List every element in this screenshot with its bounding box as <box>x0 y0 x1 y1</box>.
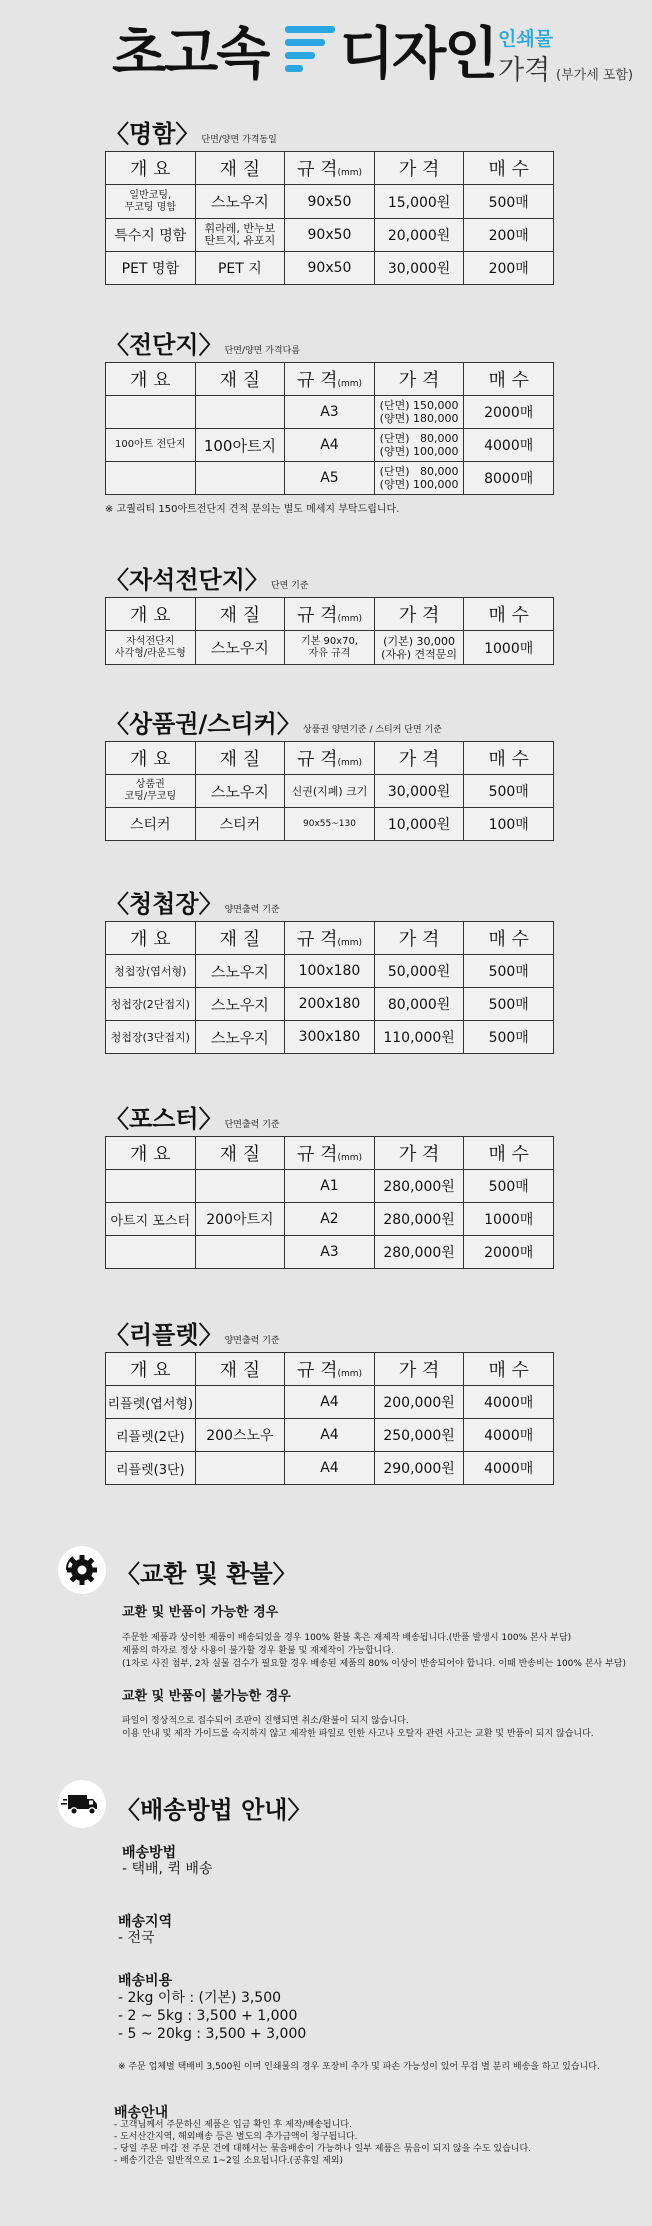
column-header: 개 요 <box>106 1353 196 1386</box>
shipping-guide-heading: 배송안내 <box>114 2105 169 2121</box>
table-row <box>106 631 554 665</box>
table-header <box>106 1353 554 1386</box>
column-header: 매 수 <box>464 1137 554 1170</box>
column-header: 개 요 <box>106 152 196 185</box>
table-cell: 휘라레, 반누보 탄트지, 유포지 <box>195 219 285 252</box>
table-cell: 200매 <box>464 252 554 285</box>
section-title-text: 전단지 <box>129 331 199 359</box>
table-cell: 200아트지 <box>195 1203 285 1236</box>
table-cell: 2000매 <box>464 1236 554 1269</box>
column-header-text: 규 격 <box>296 370 338 391</box>
table-cell: 200x180 <box>285 988 375 1021</box>
column-header: 개 요 <box>106 922 196 955</box>
table-cell: (기본) 30,000 (자유) 견적문의 <box>374 631 464 665</box>
table-cell: 110,000원 <box>374 1021 464 1054</box>
shipping-method-heading: 배송방법 <box>122 1845 177 1861</box>
price-table <box>105 1352 554 1485</box>
table-cell: 290,000원 <box>374 1452 464 1485</box>
table-header <box>106 1137 554 1170</box>
price-table <box>105 741 554 841</box>
table-cell: (단면) 150,000 (양면) 180,000 <box>374 396 464 429</box>
table-cell <box>195 1170 285 1203</box>
shipping-guide-line: - 고객님께서 주문하신 제품은 입금 확인 후 제작/배송됩니다. <box>114 2120 352 2130</box>
table-cell: 스티커 <box>106 808 196 841</box>
column-header: 재 질 <box>195 742 285 775</box>
price-table <box>105 362 554 495</box>
table-cell: 1000매 <box>464 1203 554 1236</box>
refund-possible-line: 주문한 제품과 상이한 제품이 배송되었을 경우 100% 환불 혹은 재제작 배송됩니다.(반품 발생시 100% 본사 부담) <box>122 1633 572 1643</box>
table-cell <box>195 1386 285 1419</box>
table-cell: A4 <box>285 429 375 462</box>
section-note: 단면/양면 가격다름 <box>224 346 301 356</box>
table-cell: 4000매 <box>464 429 554 462</box>
section-title: 〈명함〉 단면/양면 가격동일 <box>105 120 277 148</box>
shipping-truck-icon <box>58 1780 106 1828</box>
column-header-text: 규 격 <box>296 605 338 626</box>
table-row <box>106 1386 554 1419</box>
table-row <box>106 808 554 841</box>
section-note: 단면출력 기준 <box>224 1120 280 1130</box>
section-title-text: 포스터 <box>129 1105 199 1133</box>
table-cell <box>106 462 196 495</box>
table-header <box>106 363 554 396</box>
refund-title: 〈교환 및 환불〉 <box>116 1560 297 1588</box>
section-note: 단면/양면 가격동일 <box>201 135 277 145</box>
shipping-cost-line: - 5 ~ 20kg : 3,500 + 3,000 <box>118 2026 307 2042</box>
column-header: 매 수 <box>464 1353 554 1386</box>
column-header <box>285 922 375 955</box>
table-cell: 아트지 포스터 <box>106 1203 196 1236</box>
logo-text-2: 디자인 <box>340 22 497 87</box>
section-voucher-sticker <box>105 707 555 841</box>
table-cell: PET 지 <box>195 252 285 285</box>
table-header <box>106 922 554 955</box>
shipping-region: - 전국 <box>118 1930 155 1946</box>
column-header: 재 질 <box>195 922 285 955</box>
table-cell <box>106 396 196 429</box>
table-cell: 청첩장(3단접지) <box>106 1021 196 1054</box>
table-cell: 90x55~130 <box>285 808 375 841</box>
table-cell: 30,000원 <box>374 775 464 808</box>
table-cell: 스노우지 <box>195 631 285 665</box>
column-header <box>285 742 375 775</box>
table-cell: A1 <box>285 1170 375 1203</box>
table-cell: A4 <box>285 1419 375 1452</box>
header <box>0 0 652 100</box>
price-table <box>105 597 554 665</box>
section-business-card <box>105 117 555 285</box>
table-cell: 스노우지 <box>195 185 285 219</box>
size-unit: (mm) <box>337 168 363 178</box>
table-cell: 리플렛(엽서형) <box>106 1386 196 1419</box>
section-title: 〈자석전단지〉 단면 기준 <box>105 566 309 594</box>
table-cell: 90x50 <box>285 252 375 285</box>
table-row <box>106 1021 554 1054</box>
table-row <box>106 1170 554 1203</box>
logo-sub-vat: (부가세 포함) <box>556 68 634 83</box>
table-row <box>106 185 554 219</box>
column-header <box>285 1137 375 1170</box>
table-cell: 200매 <box>464 219 554 252</box>
table-row <box>106 252 554 285</box>
section-title: 〈전단지〉 단면/양면 가격다름 <box>105 331 301 359</box>
section-title-text: 청첩장 <box>129 890 199 918</box>
shipping-cost-heading: 배송비용 <box>118 1973 173 1989</box>
column-header: 재 질 <box>195 1353 285 1386</box>
column-header: 재 질 <box>195 598 285 631</box>
table-row <box>106 988 554 1021</box>
logo-text-1: 초고속 <box>112 22 269 87</box>
refund-impossible-heading: 교환 및 반품이 불가능한 경우 <box>122 1689 291 1704</box>
column-header: 가 격 <box>374 742 464 775</box>
table-row <box>106 396 554 429</box>
table-cell: PET 명함 <box>106 252 196 285</box>
table-cell: 100아트지 <box>195 429 285 462</box>
column-header: 매 수 <box>464 742 554 775</box>
column-header <box>285 1353 375 1386</box>
table-cell <box>106 1170 196 1203</box>
column-header: 개 요 <box>106 742 196 775</box>
section-title: 〈상품권/스티커〉 상품권 양면기준 / 스티커 단면 기준 <box>105 710 442 738</box>
table-cell <box>195 396 285 429</box>
column-header-text: 규 격 <box>296 749 338 770</box>
table-cell: 스노우지 <box>195 988 285 1021</box>
column-header: 가 격 <box>374 1353 464 1386</box>
section-magnet-leaflet <box>105 563 555 665</box>
column-header: 매 수 <box>464 152 554 185</box>
section-leaflet <box>105 328 555 515</box>
price-table <box>105 1136 554 1269</box>
table-header <box>106 598 554 631</box>
table-cell: 280,000원 <box>374 1170 464 1203</box>
column-header-text: 규 격 <box>296 159 338 180</box>
column-header: 개 요 <box>106 363 196 396</box>
table-cell: 280,000원 <box>374 1203 464 1236</box>
shipping-guide-line: - 도서산간지역, 해외배송 등은 별도의 추가금액이 청구됩니다. <box>114 2132 358 2142</box>
table-cell: 80,000원 <box>374 988 464 1021</box>
column-header: 가 격 <box>374 922 464 955</box>
table-cell <box>195 1236 285 1269</box>
section-title-text: 자석전단지 <box>129 566 245 594</box>
section-wedding-invitation <box>105 887 555 1054</box>
column-header: 매 수 <box>464 363 554 396</box>
table-header <box>106 152 554 185</box>
table-cell: 2000매 <box>464 396 554 429</box>
table-cell: 50,000원 <box>374 955 464 988</box>
table-row <box>106 775 554 808</box>
table-cell <box>195 1452 285 1485</box>
column-header <box>285 598 375 631</box>
column-header: 가 격 <box>374 363 464 396</box>
table-cell: 500매 <box>464 988 554 1021</box>
table-cell: 신권(지폐) 크기 <box>285 775 375 808</box>
column-header-text: 규 격 <box>296 929 338 950</box>
table-cell: 90x50 <box>285 185 375 219</box>
refund-possible-line: 제품의 하자로 정상 사용이 불가할 경우 환불 및 재제작이 가능합니다. <box>122 1646 395 1656</box>
table-cell: 500매 <box>464 185 554 219</box>
table-row <box>106 462 554 495</box>
section-title-text: 리플렛 <box>129 1321 199 1349</box>
table-cell: 4000매 <box>464 1386 554 1419</box>
refund-possible-line: (1차로 사진 첨부, 2차 실물 검수가 필요할 경우 배송된 제품의 80% 이상이 반송되어야 합니다. 이때 반송비는 100% 본사 부담) <box>122 1659 626 1669</box>
table-cell: 8000매 <box>464 462 554 495</box>
table-cell: 90x50 <box>285 219 375 252</box>
table-row <box>106 1419 554 1452</box>
section-note: 상품권 양면기준 / 스티커 단면 기준 <box>302 725 442 735</box>
table-cell: 100x180 <box>285 955 375 988</box>
table-row <box>106 1236 554 1269</box>
column-header: 가 격 <box>374 1137 464 1170</box>
column-header: 재 질 <box>195 363 285 396</box>
table-row <box>106 1452 554 1485</box>
column-header: 재 질 <box>195 1137 285 1170</box>
column-header: 재 질 <box>195 152 285 185</box>
table-cell: 300x180 <box>285 1021 375 1054</box>
column-header: 개 요 <box>106 598 196 631</box>
column-header-text: 규 격 <box>296 1360 338 1381</box>
table-cell: 500매 <box>464 775 554 808</box>
table-cell: A5 <box>285 462 375 495</box>
table-cell: 자석전단지 사각형/라운드형 <box>106 631 196 665</box>
section-poster <box>105 1102 555 1269</box>
table-cell: (단면) 80,000 (양면) 100,000 <box>374 429 464 462</box>
table-cell: 특수지 명함 <box>106 219 196 252</box>
leaflet-footnote: ※ 고퀄리티 150아트전단지 견적 문의는 별도 메세지 부탁드립니다. <box>105 504 400 515</box>
column-header-text: 규 격 <box>296 1144 338 1165</box>
table-cell: 4000매 <box>464 1419 554 1452</box>
shipping-method: - 택배, 퀵 배송 <box>122 1861 213 1877</box>
table-cell: 청첩장(2단접지) <box>106 988 196 1021</box>
section-title: 〈포스터〉 단면출력 기준 <box>105 1105 280 1133</box>
table-cell: 20,000원 <box>374 219 464 252</box>
table-cell: 리플렛(3단) <box>106 1452 196 1485</box>
table-cell: 500매 <box>464 1021 554 1054</box>
logo-sub-print: 인쇄물 <box>498 28 554 50</box>
size-unit: (mm) <box>337 379 363 389</box>
shipping-region-heading: 배송지역 <box>118 1914 173 1930</box>
size-unit: (mm) <box>337 758 363 768</box>
column-header: 매 수 <box>464 598 554 631</box>
section-note: 양면출력 기준 <box>224 1336 280 1346</box>
column-header: 개 요 <box>106 1137 196 1170</box>
section-brochure <box>105 1318 555 1485</box>
table-cell: 스노우지 <box>195 1021 285 1054</box>
table-cell: 500매 <box>464 1170 554 1203</box>
section-note: 양면출력 기준 <box>224 905 280 915</box>
section-title: 〈리플렛〉 양면출력 기준 <box>105 1321 280 1349</box>
shipping-note: ※ 주문 업체별 택배비 3,500원 이며 인쇄물의 경우 포장비 추가 및 파손 가능성이 있어 무겁 별 분리 배송을 하고 있습니다. <box>118 2062 600 2072</box>
refund-impossible-line: 파일이 정상적으로 접수되어 조판이 진행되면 취소/환불이 되지 않습니다. <box>122 1716 409 1726</box>
table-cell: 일반코팅, 무코팅 명함 <box>106 185 196 219</box>
table-cell: 스노우지 <box>195 955 285 988</box>
table-cell: 10,000원 <box>374 808 464 841</box>
price-table <box>105 151 554 285</box>
shipping-cost-line: - 2 ~ 5kg : 3,500 + 1,000 <box>118 2008 298 2024</box>
logo-sub-price: 가격 <box>498 55 551 86</box>
table-cell: 100아트 전단지 <box>106 429 196 462</box>
table-row <box>106 955 554 988</box>
table-cell: 15,000원 <box>374 185 464 219</box>
size-unit: (mm) <box>337 938 363 948</box>
table-cell: 280,000원 <box>374 1236 464 1269</box>
table-cell: (단면) 80,000 (양면) 100,000 <box>374 462 464 495</box>
refund-impossible-line: 이용 안내 및 제작 가이드를 숙지하지 않고 제작한 파일로 인한 사고나 오탈자 관련 사고는 교환 및 반품이 되지 않습니다. <box>122 1729 594 1739</box>
column-header: 매 수 <box>464 922 554 955</box>
table-cell: 100매 <box>464 808 554 841</box>
table-cell: 청첩장(엽서형) <box>106 955 196 988</box>
logo-stripes-icon <box>285 26 335 72</box>
size-unit: (mm) <box>337 1369 363 1379</box>
table-cell: 30,000원 <box>374 252 464 285</box>
table-cell: 스노우지 <box>195 775 285 808</box>
shipping-title: 〈배송방법 안내〉 <box>116 1796 312 1824</box>
shipping-guide-line: - 배송기간은 일반적으로 1~2일 소요됩니다.(공휴일 제외) <box>114 2156 344 2166</box>
section-title: 〈청첩장〉 양면출력 기준 <box>105 890 280 918</box>
table-cell: 기본 90x70, 자유 규격 <box>285 631 375 665</box>
shipping-guide-line: - 당일 주문 마감 전 주문 건에 대해서는 묶음배송이 가능하나 일부 제품은 묶음이 되지 않을 수도 있습니다. <box>114 2144 532 2154</box>
size-unit: (mm) <box>337 1153 363 1163</box>
table-cell: A3 <box>285 396 375 429</box>
column-header: 가 격 <box>374 598 464 631</box>
table-cell: 리플렛(2단) <box>106 1419 196 1452</box>
table-cell: 200스노우 <box>195 1419 285 1452</box>
refund-gear-icon <box>58 1546 106 1594</box>
table-cell: 4000매 <box>464 1452 554 1485</box>
size-unit: (mm) <box>337 614 363 624</box>
table-row <box>106 219 554 252</box>
table-cell <box>195 462 285 495</box>
table-cell: 500매 <box>464 955 554 988</box>
table-cell: 200,000원 <box>374 1386 464 1419</box>
column-header <box>285 152 375 185</box>
table-cell: A3 <box>285 1236 375 1269</box>
table-header <box>106 742 554 775</box>
table-cell: 상품권 코팅/무코팅 <box>106 775 196 808</box>
section-title-text: 명함 <box>129 120 176 148</box>
table-cell <box>106 1236 196 1269</box>
table-cell: A4 <box>285 1452 375 1485</box>
column-header <box>285 363 375 396</box>
shipping-cost-line: - 2kg 이하 : (기본) 3,500 <box>118 1990 282 2006</box>
table-cell: 250,000원 <box>374 1419 464 1452</box>
table-row <box>106 1203 554 1236</box>
table-cell: 1000매 <box>464 631 554 665</box>
refund-possible-heading: 교환 및 반품이 가능한 경우 <box>122 1605 279 1620</box>
table-cell: 스티커 <box>195 808 285 841</box>
section-note: 단면 기준 <box>270 581 309 591</box>
table-cell: A4 <box>285 1386 375 1419</box>
column-header: 가 격 <box>374 152 464 185</box>
section-title-text: 상품권/스티커 <box>129 710 277 738</box>
table-row <box>106 429 554 462</box>
table-cell: A2 <box>285 1203 375 1236</box>
price-table <box>105 921 554 1054</box>
